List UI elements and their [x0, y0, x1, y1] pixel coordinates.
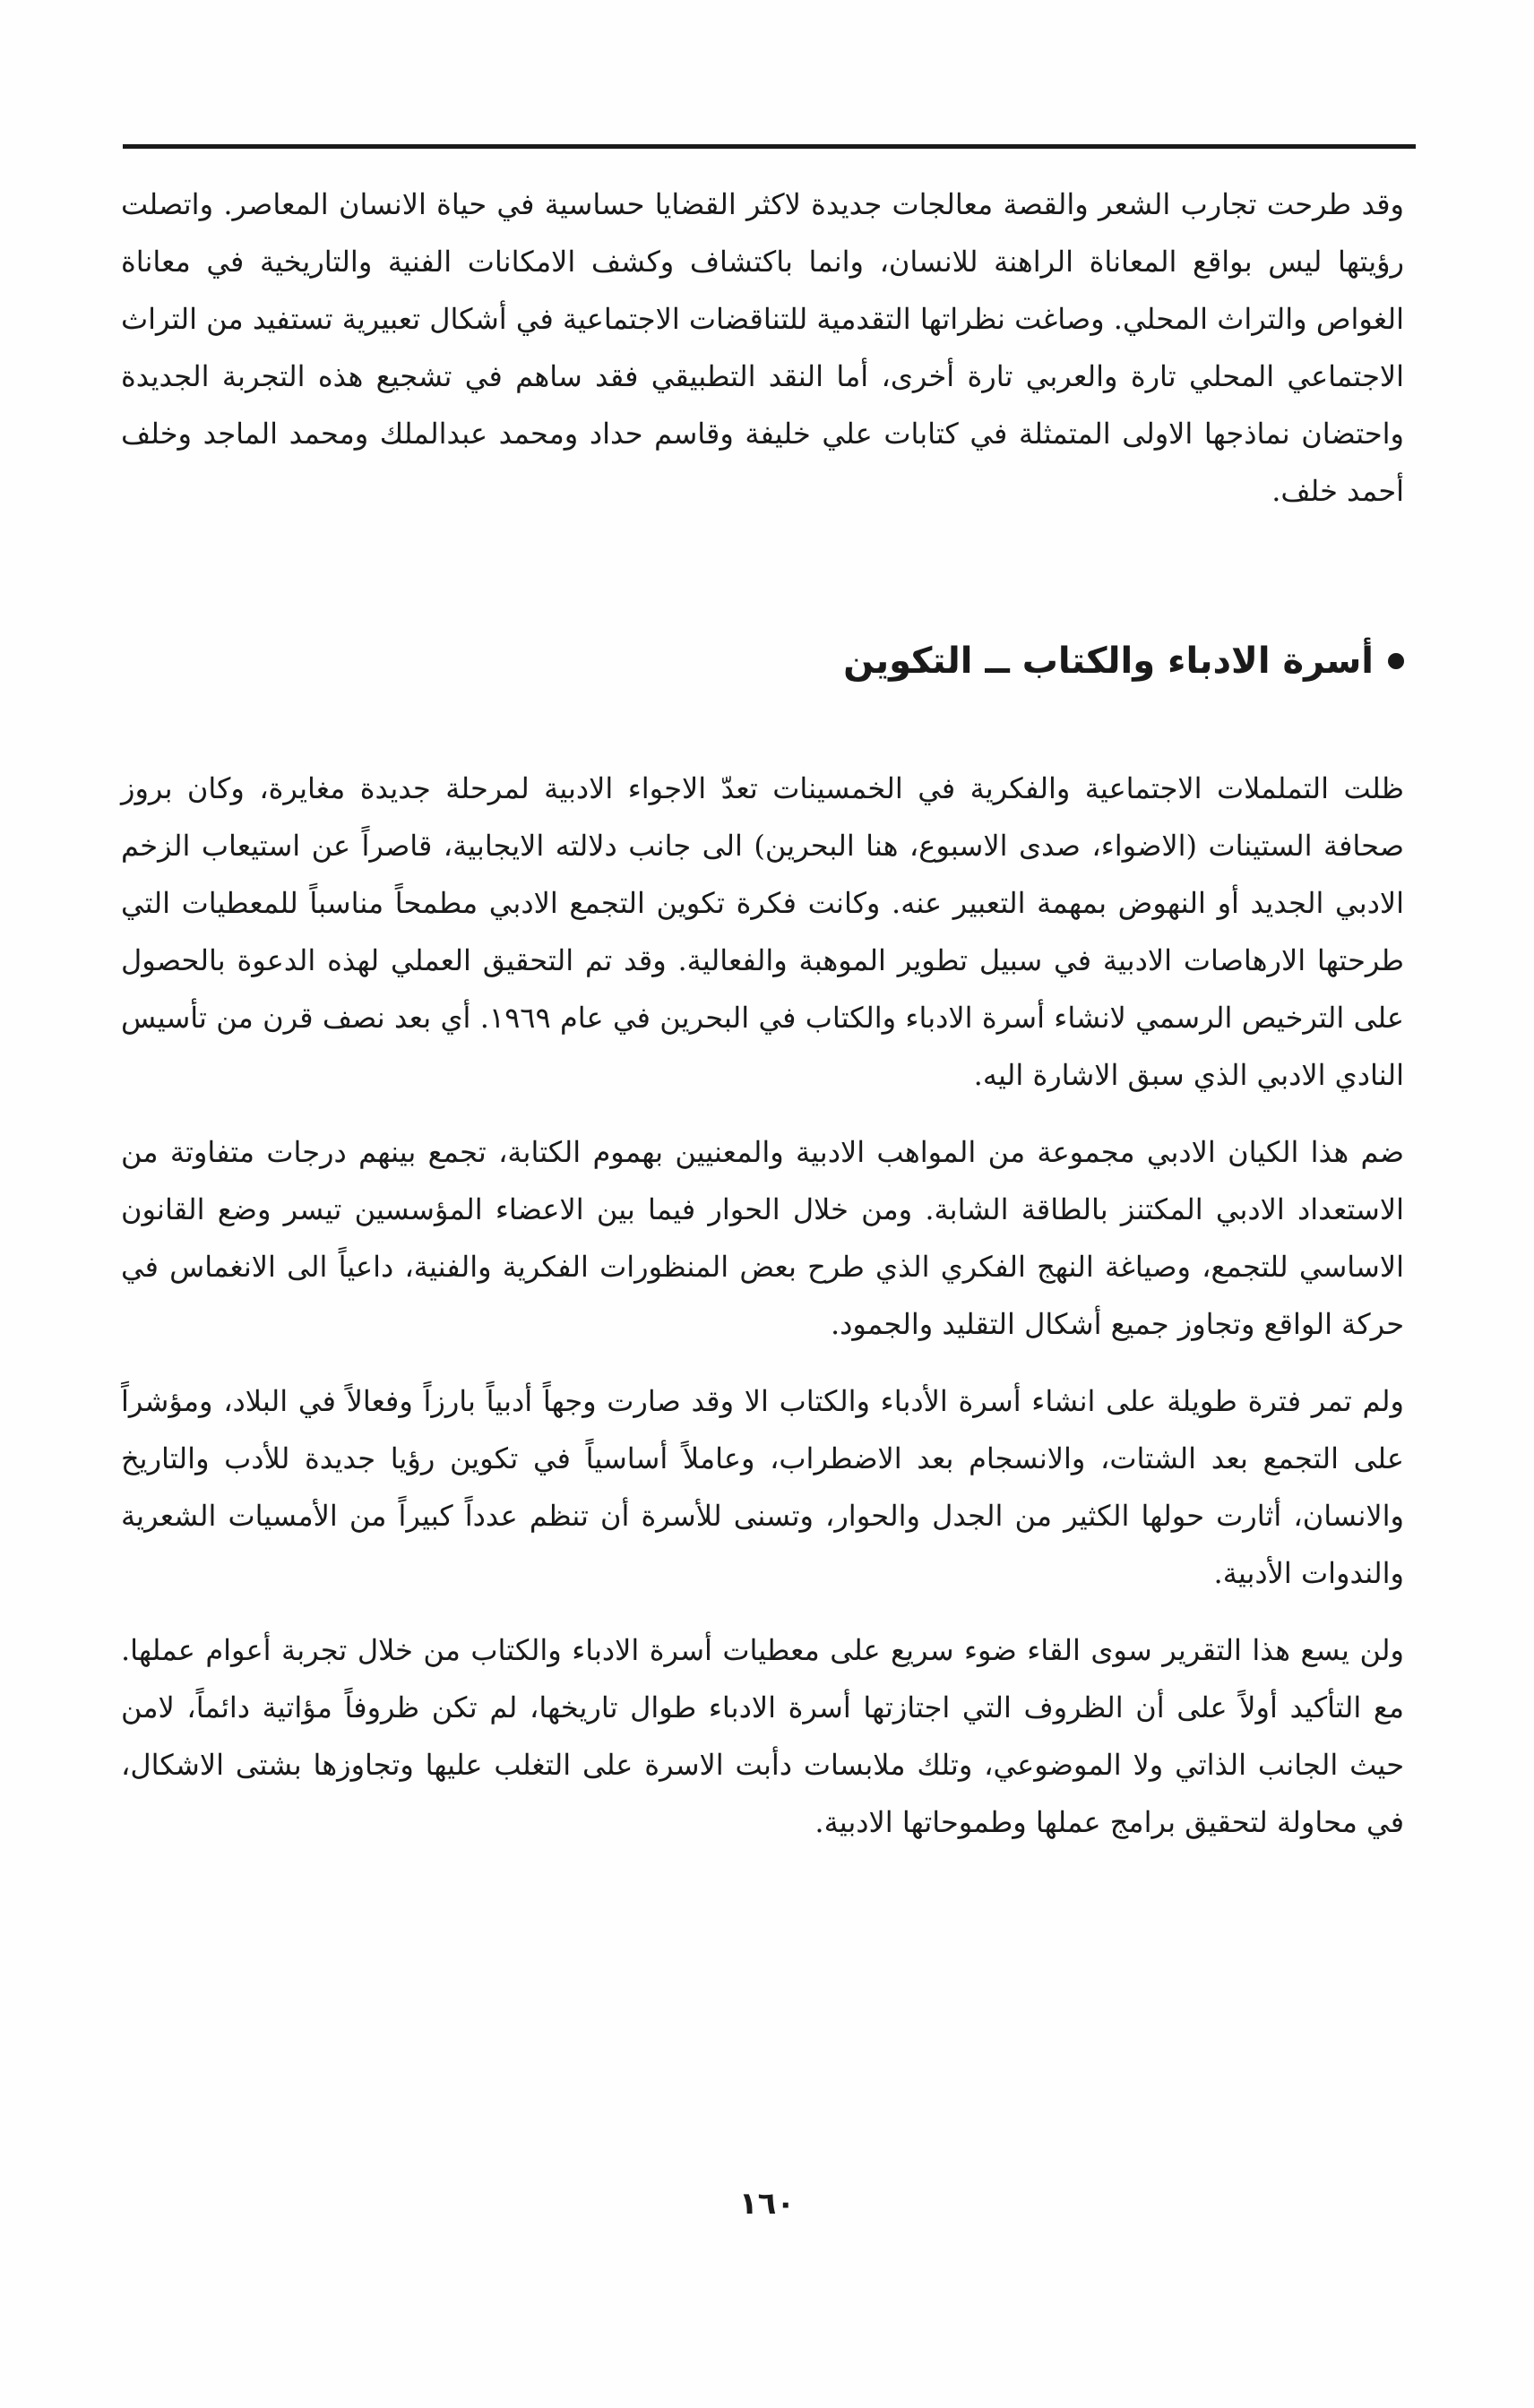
body-paragraph-1: ظلت التململات الاجتماعية والفكرية في الخمسينات تعدّ الاجواء الادبية لمرحلة جديدة مغايرة، وكان بروز صحافة الستينات (الاضواء، صدى الاسبوع، هنا البحرين) الى جانب دلالته الايجابية، قاصراً عن استيعاب الزخم الادبي الجديد أو النهوض بمهمة التعبير عنه. وكانت فكرة تكوين التجمع الادبي مطمحاً مناسباً للمعطيات التي طرحتها الارهاصات الادبية في سبيل تطوير الموهبة والفعالية. وقد تم التحقيق العملي لهذه الدعوة بالحصول على الترخيص الرسمي لانشاء أسرة الادباء والكتاب في البحرين في عام ١٩٦٩. أي بعد نصف قرن من تأسيس النادي الادبي الذي سبق الاشارة اليه. [121, 771, 1405, 1092]
section-heading-text: أسرة الادباء والكتاب ــ التكوين [843, 641, 1374, 682]
body-paragraph-3: ولم تمر فترة طويلة على انشاء أسرة الأدباء والكتاب الا وقد صارت وجهاً أدبياً بارزاً وفعالاً في البلاد، ومؤشراً على التجمع بعد الشتات، والانسجام بعد الاضطراب، وعاملاً أساسياً في تكوين رؤيا جديدة للأدب والتاريخ والانسان، أثارت حولها الكثير من الجدل والحوار، وتسنى للأسرة أن تنظم عدداً كبيراً من الأمسيات الشعرية والندوات الأدبية. [121, 1384, 1404, 1590]
body-paragraph-2: ضم هذا الكيان الادبي مجموعة من المواهب الادبية والمعنيين بهموم الكتابة، تجمع بينهم درجات متفاوتة من الاستعداد الادبي المكتنز بالطاقة الشابة. ومن خلال الحوار فيما بين الاعضاء المؤسسين تيسر وضع القانون الاساسي للتجمع، وصياغة النهج الفكري الذي طرح بعض المنظورات الفكرية والفنية، داعياً الى الانغماس في حركة الواقع وتجاوز جميع أشكال التقليد والجمود. [121, 1135, 1404, 1341]
bullet-icon [1388, 653, 1404, 669]
header-rule [123, 144, 1416, 149]
section-heading [121, 632, 1404, 690]
intro-paragraph: وقد طرحت تجارب الشعر والقصة معالجات جديدة لاكثر القضايا حساسية في حياة الانسان المعاصر. واتصلت رؤيتها ليس بواقع المعاناة الراهنة للانسان، وانما باكتشاف وكشف الامكانات الفنية والتاريخية في معاناة الغواص والتراث المحلي. وصاغت نظراتها التقدمية للتناقضات الاجتماعية في أشكال تعبيرية تستفيد من التراث الاجتماعي المحلي تارة والعربي تارة أخرى، أما النقد التطبيقي فقد ساهم في تشجيع هذه التجربة الجديدة واحتضان نماذجها الاولى المتمثلة في كتابات علي خليفة وقاسم حداد ومحمد عبدالملك ومحمد الماجد وخلف أحمد خلف. [121, 187, 1405, 508]
page-number: ١٦٠ [738, 2186, 796, 2222]
body-paragraph-4: ولن يسع هذا التقرير سوى القاء ضوء سريع على معطيات أسرة الادباء والكتاب من خلال تجربة أعوام عملها. مع التأكيد أولاً على أن الظروف التي اجتازتها أسرة الادباء طوال تاريخها، لم تكن ظروفاً مؤاتية دائماً، لامن حيث الجانب الذاتي ولا الموضوعي، وتلك ملابسات دأبت الاسرة على التغلب عليها وتجاوزها بشتى الاشكال، في محاولة لتحقيق برامج عملها وطموحاتها الادبية. [121, 1633, 1404, 1839]
page-body [121, 176, 1404, 1851]
